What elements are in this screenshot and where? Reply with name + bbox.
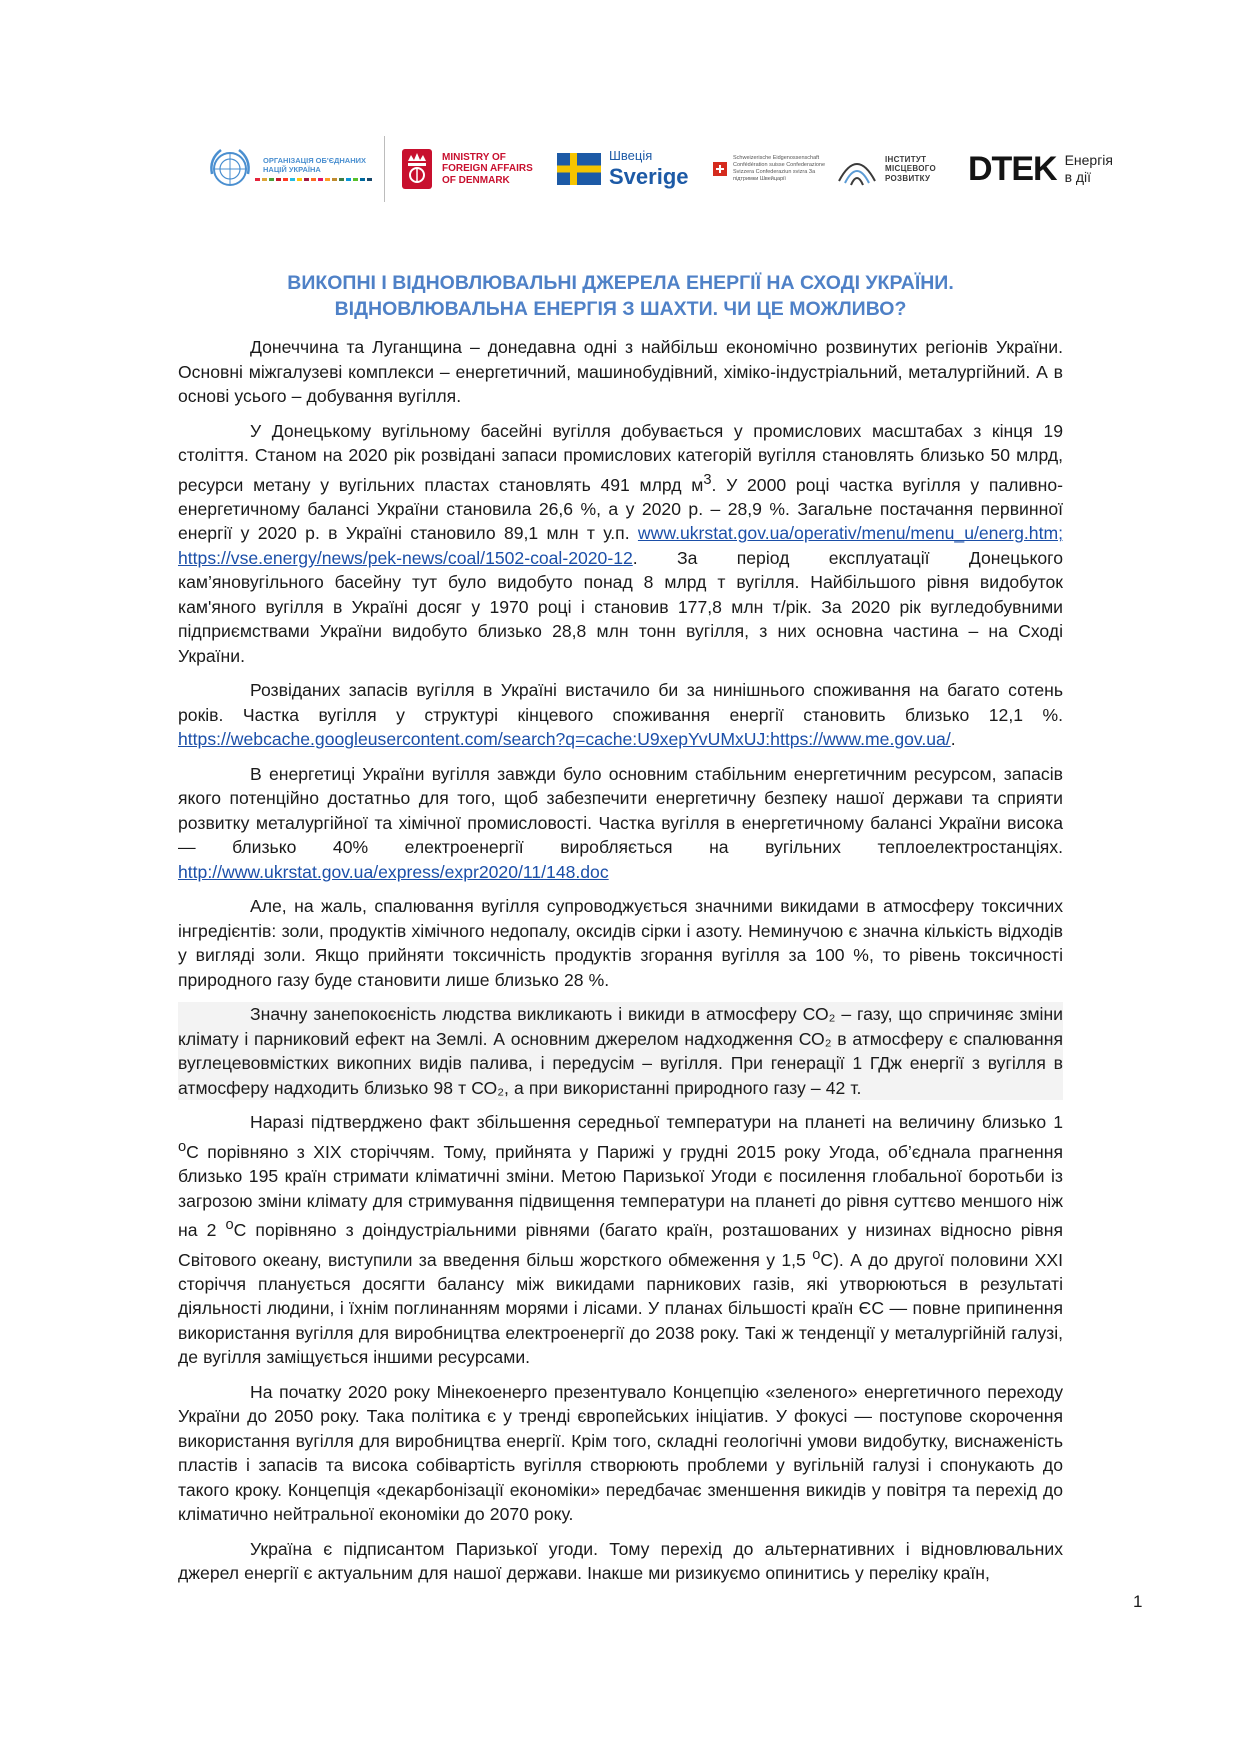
paragraph-4 xyxy=(178,762,1063,885)
paragraph-5: Але, на жаль, спалювання вугілля супроводжується значними викидами в атмосферу токсичних інгредієнтів: золи, продуктів хімічного недопалу, оксидів сірки і азоту. Неминучою є значна кількість відходів у вигляді золи. Якщо прийняти токсичність продуктів згорання вугілля за 100 %, то рівень токсичності природного газу буде становити лише близько 28 %. xyxy=(178,896,1063,990)
paragraph-2-text-b: . У 2000 році частка вугілля у паливно-енергетичному балансі України становила 26,6 %, а у 2020 р. – 28,9 %. Загальне постачання первинної енергії у 2020 р. в Україні становило 89,1 млн т у.п. xyxy=(178,474,1063,544)
denmark-mfa-logo xyxy=(400,130,542,208)
paragraph-6: Значну занепокоєність людства викликають і викиди в атмосферу СО₂ – газу, що спричиняє зміни клімату і парниковий ефект на Землі. А основним джерелом надходження СО₂ в атмосферу є спалювання вуглецевовмістких викопних видів палива, і передусім – вугілля. При генерації 1 ГДж енергії з вугілля в атмосферу надходить близько 98 т СО₂, а при використанні природного газу – 42 т. xyxy=(178,1002,1063,1100)
dtek-slogan-line2: в дії xyxy=(1064,169,1092,185)
webcache-me-gov-link[interactable]: https://webcache.googleusercontent.com/search?q=cache:U9xepYvUMxUJ:https://www.me.gov.ua/ xyxy=(178,729,951,750)
sdg-color-bar xyxy=(255,178,383,181)
dtek-logo xyxy=(968,130,1113,208)
sweden-logo-line1: Швеція xyxy=(609,147,653,163)
paragraph-2-text-a: У Донецькому вугільному басейні вугілля добувається у промислових масштабах з кінця 19 століття. Станом на 2020 рік розвідані запаси промислових категорій вугілля становлять близько 50 млрд, ресурси метану у вугільних пластах становлять 491 млрд м xyxy=(178,420,1063,495)
dtek-wordmark: DTEK xyxy=(968,149,1057,188)
paragraph-4-text: В енергетиці України вугілля завжди було основним стабільним енергетичним ресурсом, запасів якого потенційно достатньо для того, щоб забезпечити енергетичну безпеку нашої держави та сприяти розвитку металургійної та хімічної промисловості. Частка вугілля в енергетичному балансі України висока — близько 40% електроенергії виробляється на вугільних теплоелектростанціях. xyxy=(178,763,1063,858)
switzerland-logo xyxy=(713,130,827,208)
ild-logo-text: ІНСТИТУТ МІСЦЕВОГО РОЗВИТКУ xyxy=(885,155,936,183)
paragraph-3-text-b: . xyxy=(950,729,956,750)
document-title-line-1: ВИКОПНІ І ВІДНОВЛЮВАЛЬНІ ДЖЕРЕЛА ЕНЕРГІЇ НА СХОДІ УКРАЇНИ. xyxy=(287,272,954,294)
sweden-logo-line2: Sverige xyxy=(609,163,689,189)
switzerland-logo-text: Schweizerische Eidgenossenschaft Confédération suisse Confederazione Svizzera Confederaziun svizra За підтримки Швейцарії xyxy=(733,154,826,183)
denmark-logo-text: MINISTRY OF FOREIGN AFFAIRS OF DENMARK xyxy=(442,151,533,186)
paragraph-2-text-c: . За період експлуатації Донецького кам’яновугільного басейну тут було видобуто понад 8 млрд т вугілля. Найбільшого рівня видобуток кам'яного вугілля в Україні досяг у 1970 році і становив 177,8 млн т/рік. За 2020 рік вугледобувними підприємствами України видобуто близько 28,8 млн тонн вугілля, з них основна частина – на Сході України. xyxy=(178,547,1063,666)
partner-logos-banner xyxy=(200,130,1144,208)
paragraph-3 xyxy=(178,678,1063,752)
paragraph-9: Україна є підписантом Паризької угоди. Тому перехід до альтернативних і відновлювальних джерел енергії є актуальним для нашої держави. Інакше ми ризикуємо опинитись у переліку країн, xyxy=(178,1538,1063,1584)
paragraph-1: Донеччина та Луганщина – донедавна одні з найбільш економічно розвинутих регіонів України. Основні міжгалузеві комплекси – енергетичний, машинобудівний, хіміко-індустріальний, металургійний. А в основі усього – добування вугілля. xyxy=(178,337,1063,406)
ukrstat-express-link[interactable]: http://www.ukrstat.gov.ua/express/expr2020/11/148.doc xyxy=(178,861,609,882)
ild-logo xyxy=(835,130,949,208)
un-logo-text: ОРГАНІЗАЦІЯ ОБ'ЄДНАНИХ НАЦІЙ УКРАЇНА xyxy=(263,155,367,174)
document-title-line-2: ВІДНОВЛЮВАЛЬНА ЕНЕРГІЯ З ШАХТИ. ЧИ ЦЕ МОЖЛИВО? xyxy=(334,298,907,320)
sweden-logo xyxy=(557,130,689,208)
page-number: 1 xyxy=(1133,1592,1143,1611)
paragraph-3-text-a: Розвіданих запасів вугілля в Україні вистачило би за нинішнього споживання на багато сотень років. Частка вугілля у структурі кінцевого споживання енергії становить близько 12,1 %. xyxy=(178,680,1063,725)
paragraph-7-text-d: С). А до другої половини XXI сторіччя планується досягти балансу між викидами парникових газів, які утворюються в результаті діяльності людини, і їхнім поглинанням морями і лісами. У планах більшості країн ЄС — повне припинення використання вугілля для виробництва електроенергії до 2038 року. Такі ж тенденції у металургійній галузі, де вугілля заміщується іншими ресурсами. xyxy=(178,1249,1063,1368)
cubic-superscript: 3 xyxy=(703,471,712,488)
degree-superscript: о xyxy=(225,1217,234,1234)
danish-crown-icon xyxy=(400,147,434,191)
ukrstat-energy-link[interactable]: www.ukrstat.gov.ua/operativ/menu/menu_u/energ.htm; https://vse.energy/news/pek-news/coal/1502-coal-2020-12 xyxy=(178,523,1063,568)
degree-superscript: о xyxy=(812,1246,821,1263)
degree-superscript: о xyxy=(178,1138,187,1155)
ild-arc-icon xyxy=(835,147,879,191)
paragraph-7-text-c: С порівняно з доіндустріальними рівнями (багато країн, розташованих у низинах відносно рівня Світового океану, виступили за введення більш жорсткого обмеження у 1,5 xyxy=(178,1220,1063,1270)
logo-divider xyxy=(384,136,385,202)
paragraph-7-text-b: С порівняно з ХІХ сторіччям. Тому, прийнята у Парижі у грудні 2015 року Угода, об’єднала прагнення близько 195 країн стримати кліматичні зміни. Метою Паризької Угоди є посилення глобальної боротьби із загрозою зміни клімату для стримування підвищення температури на планеті до рівня суттєво меншого ніж на 2 xyxy=(178,1141,1063,1241)
paragraph-7 xyxy=(178,1110,1063,1370)
document-body xyxy=(178,335,1063,1596)
paragraph-2 xyxy=(178,419,1063,669)
paragraph-7-text-a: Наразі підтверджено факт збільшення середньої температури на планеті на величину близько 1 xyxy=(250,1112,1063,1133)
un-ukraine-logo xyxy=(205,130,383,208)
paragraph-8: На початку 2020 року Мінекоенерго презентувало Концепцію «зеленого» енергетичного переходу України до 2050 року. Така політика є у тренді європейських ініціатив. У фокусі — поступове скорочення використання вугілля для виробництва енергії. Крім того, складні геологічні умови видобутку, виснаженість пластів і запасів та висока собівартість вугілля створюють проблеми у вугільній галузі і спонукають до такого кроку. Концепція «декарбонізації економіки» передбачає зменшення викидів у повітря та перехід до кліматично нейтральної економіки до 2070 року. xyxy=(178,1381,1063,1525)
swiss-flag-icon xyxy=(713,162,727,176)
dtek-slogan-line1: Енергія xyxy=(1064,152,1114,169)
swedish-flag-icon xyxy=(557,153,601,185)
un-emblem-icon xyxy=(205,144,255,194)
